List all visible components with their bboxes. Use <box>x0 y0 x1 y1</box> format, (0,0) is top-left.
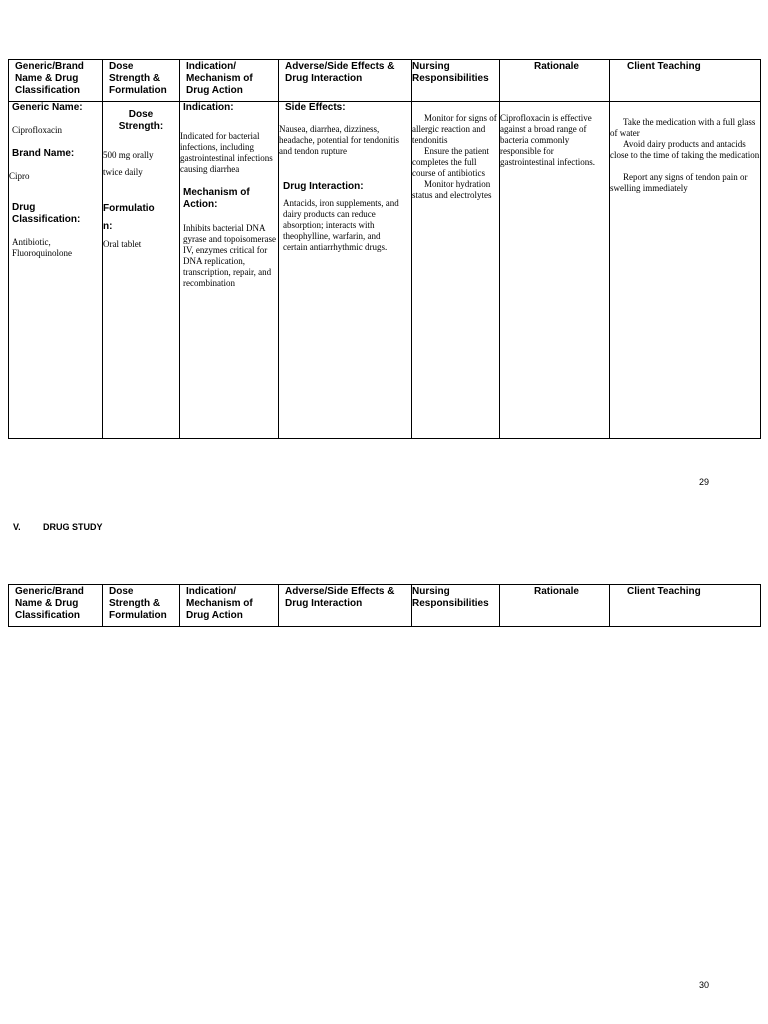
generic-name-label: Generic Name: <box>12 102 83 113</box>
indication-label: Indication: <box>183 102 234 113</box>
side-effects-label: Side Effects: <box>285 102 346 113</box>
drug-interaction-label: Drug Interaction: <box>283 181 364 192</box>
drug-study-table-1 <box>8 59 761 439</box>
header-indication: Indication/ Mechanism of Drug Action <box>180 60 279 102</box>
indication-value: Indicated for bacterial infections, including gastrointestinal infections causing diarrhea <box>180 131 273 174</box>
table-row <box>9 102 761 439</box>
side-effects-value: Nausea, diarrhea, dizziness, headache, potential for tendonitis and tendon rupture <box>279 124 399 156</box>
page-number: 29 <box>699 477 710 487</box>
generic-name-value: Ciprofloxacin <box>12 125 62 135</box>
header-client-teaching: Client Teaching <box>610 60 761 102</box>
page-number: 30 <box>699 980 710 990</box>
dose-strength-label: Dose Strength: <box>118 109 164 132</box>
header-nursing: Nursing Responsibilities <box>412 60 500 102</box>
header-generic-brand: Generic/Brand Name & Drug Classification <box>9 60 103 102</box>
header-adverse: Adverse/Side Effects & Drug Interaction <box>279 60 412 102</box>
mechanism-label: Mechanism of Action: <box>183 187 250 210</box>
drug-interaction-value: Antacids, iron supplements, and dairy products can reduce absorption; interacts with theophylline, warfarin, and certain antiarrhythmic drugs. <box>283 198 399 252</box>
header-client-teaching: Client Teaching <box>610 585 761 627</box>
teaching-item-1: Take the medication with a full glass of water <box>610 117 756 138</box>
teaching-item-2: Avoid dairy products and antacids close to the time of taking the medication <box>610 139 760 160</box>
cell-dose <box>103 102 180 439</box>
mechanism-value: Inhibits bacterial DNA gyrase and topoisomerase IV, enzymes critical for DNA replication, transcription, repair, and recombination <box>183 223 276 288</box>
cell-adverse <box>279 102 412 439</box>
drug-class-label: Drug Classification: <box>12 202 81 225</box>
formulation-value: Oral tablet <box>103 239 142 249</box>
header-dose: Dose Strength & Formulation <box>103 585 180 627</box>
teaching-item-3: Report any signs of tendon pain or swelling immediately <box>610 172 748 193</box>
cell-indication <box>180 102 279 439</box>
table-header-row <box>9 585 761 627</box>
section-title: DRUG STUDY <box>43 522 103 532</box>
section-number: V. <box>13 522 21 532</box>
header-dose: Dose Strength & Formulation <box>103 60 180 102</box>
dose-line-2: twice daily <box>103 167 143 177</box>
rationale-text: Ciprofloxacin is effective against a broad range of bacteria commonly responsible for gastrointestinal infections. <box>500 113 595 167</box>
table-header-row <box>9 60 761 102</box>
drug-study-table-2 <box>8 584 761 627</box>
cell-nursing <box>412 102 500 439</box>
nursing-item-2: Ensure the patient completes the full course of antibiotics <box>412 146 489 178</box>
nursing-item-3: Monitor hydration status and electrolytes <box>412 179 492 200</box>
header-rationale: Rationale <box>500 60 610 102</box>
header-nursing: Nursing Responsibilities <box>412 585 500 627</box>
formulation-label-1: Formulatio <box>103 203 155 214</box>
header-generic-brand: Generic/Brand Name & Drug Classification <box>9 585 103 627</box>
header-indication: Indication/ Mechanism of Drug Action <box>180 585 279 627</box>
header-rationale: Rationale <box>500 585 610 627</box>
nursing-item-1: Monitor for signs of allergic reaction and tendonitis <box>412 113 497 145</box>
cell-client-teaching <box>610 102 761 439</box>
formulation-label-2: n: <box>103 221 113 232</box>
cell-generic-brand <box>9 102 103 439</box>
dose-line-1: 500 mg orally <box>103 150 154 160</box>
header-adverse: Adverse/Side Effects & Drug Interaction <box>279 585 412 627</box>
drug-class-value: Antibiotic, Fluoroquinolone <box>12 237 72 258</box>
brand-name-label: Brand Name: <box>12 148 75 159</box>
cell-rationale <box>500 102 610 439</box>
brand-name-value: Cipro <box>9 171 30 181</box>
